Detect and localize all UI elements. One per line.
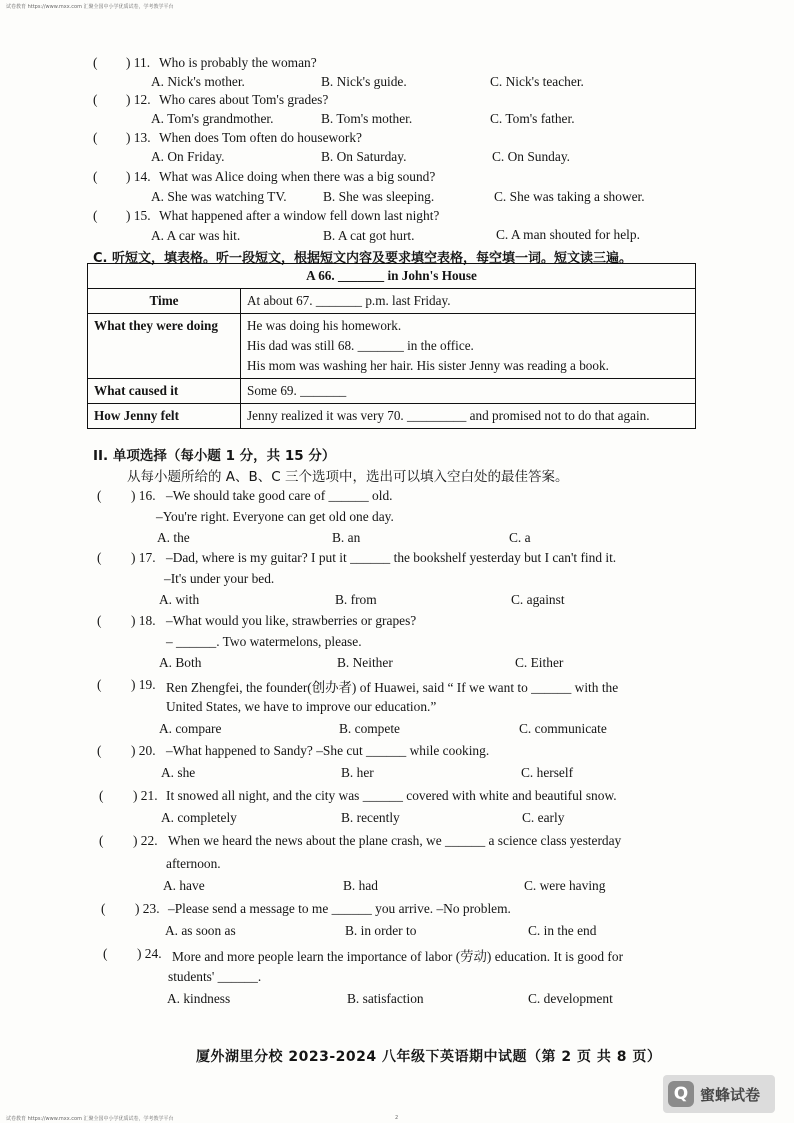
option-b: B. recently	[341, 810, 400, 825]
row-content	[241, 314, 696, 379]
question-line: students' ______.	[168, 969, 262, 984]
option-b: B. had	[343, 878, 378, 893]
question-line: When we heard the news about the plane crash, we ______ a science class yesterday	[168, 833, 622, 848]
answer-bracket: (	[93, 169, 98, 184]
option-c: C. A man shouted for help.	[496, 227, 640, 242]
option-b: B. Neither	[337, 655, 393, 670]
answer-bracket: (	[103, 946, 108, 961]
question-number: ) 15.	[126, 208, 151, 223]
option-c: C. herself	[521, 765, 574, 780]
answer-bracket: (	[97, 488, 102, 503]
question-stem: Who cares about Tom's grades?	[159, 92, 329, 107]
table-row	[88, 314, 696, 379]
table-row	[88, 289, 696, 314]
brand-logo	[663, 1075, 775, 1113]
option-b: B. an	[332, 530, 361, 545]
question-line: More and more people learn the importance of labor (劳动) education. It is good for	[172, 949, 624, 964]
option-a: A. On Friday.	[151, 149, 225, 164]
option-a: A. as soon as	[165, 923, 236, 938]
table-row	[88, 379, 696, 404]
option-a: A. She was watching TV.	[151, 189, 287, 204]
option-c: C. On Sunday.	[492, 149, 570, 164]
option-c: C. early	[522, 810, 565, 825]
option-c: C. Nick's teacher.	[490, 74, 584, 89]
row-content	[241, 289, 696, 314]
question-line: afternoon.	[166, 856, 221, 871]
answer-bracket: (	[93, 130, 98, 145]
table-line: He was doing his homework.	[247, 318, 402, 333]
option-c: C. She was taking a shower.	[494, 189, 645, 204]
answer-bracket: (	[99, 833, 104, 848]
option-b: B. She was sleeping.	[323, 189, 435, 204]
question-stem: Who is probably the woman?	[159, 55, 317, 70]
option-c: C. Tom's father.	[490, 111, 575, 126]
option-b: B. her	[341, 765, 374, 780]
question-number: ) 19.	[131, 677, 156, 692]
answer-bracket: (	[101, 901, 106, 916]
section-c-title: C. 听短文，填表格。听一段短文，根据短文内容及要求填空表格，每空填一词。短文读三遍。	[93, 251, 633, 266]
question-line: –What happened to Sandy? –She cut ______ while cooking.	[166, 743, 490, 758]
header-watermark: 试卷教育 https://www.mxx.com 汇聚全国中小学优质试卷，学考教学平台	[6, 4, 174, 10]
option-b: B. compete	[339, 721, 400, 736]
row-label: What they were doing	[88, 314, 241, 379]
question-line: –We should take good care of ______ old.	[166, 488, 393, 503]
option-b: B. Nick's guide.	[321, 74, 407, 89]
answer-bracket: (	[99, 788, 104, 803]
row-label: What caused it	[88, 379, 241, 404]
row-content	[241, 379, 696, 404]
row-label: How Jenny felt	[88, 404, 241, 429]
option-a: A. kindness	[167, 991, 231, 1006]
option-c: C. a	[509, 530, 531, 545]
option-b: B. satisfaction	[347, 991, 424, 1006]
question-number: ) 12.	[126, 92, 151, 107]
question-number: ) 18.	[131, 613, 156, 628]
option-c: C. communicate	[519, 721, 607, 736]
option-a: A. have	[163, 878, 205, 893]
table-row	[88, 404, 696, 429]
logo-icon: Q	[668, 1081, 694, 1107]
question-number: ) 14.	[126, 169, 151, 184]
option-a: A. the	[157, 530, 190, 545]
question-line: Ren Zhengfei, the founder(创办者) of Huawei, said “ If we want to ______ with the	[166, 680, 619, 695]
question-line: –Dad, where is my guitar? I put it ______ the bookshelf yesterday but I can't find it.	[166, 550, 617, 565]
question-line: –It's under your bed.	[164, 571, 275, 586]
row-label: Time	[88, 289, 241, 314]
option-a: A. compare	[159, 721, 222, 736]
listening-form-table	[87, 263, 696, 429]
question-line: –Please send a message to me ______ you arrive. –No problem.	[168, 901, 511, 916]
option-c: C. Either	[515, 655, 564, 670]
answer-bracket: (	[97, 613, 102, 628]
question-number: ) 13.	[126, 130, 151, 145]
section-ii-instruction: 从每小题所给的 A、B、C 三个选项中，选出可以填入空白处的最佳答案。	[127, 469, 569, 485]
option-c: C. were having	[524, 878, 606, 893]
question-number: ) 22.	[133, 833, 158, 848]
option-a: A. Tom's grandmother.	[151, 111, 274, 126]
question-stem: When does Tom often do housework?	[159, 130, 362, 145]
option-b: B. in order to	[345, 923, 417, 938]
question-line: –What would you like, strawberries or grapes?	[166, 613, 417, 628]
question-number: ) 21.	[133, 788, 158, 803]
question-number: ) 17.	[131, 550, 156, 565]
question-number: ) 11.	[126, 55, 151, 70]
option-c: C. in the end	[528, 923, 597, 938]
question-stem: What was Alice doing when there was a big sound?	[159, 169, 436, 184]
option-b: B. On Saturday.	[321, 149, 407, 164]
option-a: A. A car was hit.	[151, 228, 241, 243]
answer-bracket: (	[97, 677, 102, 692]
table-line: At about 67. _______ p.m. last Friday.	[247, 293, 451, 308]
row-content	[241, 404, 696, 429]
logo-text: 蜜蜂试卷	[700, 1085, 761, 1104]
page-mark: 2	[395, 1115, 399, 1121]
option-a: A. Nick's mother.	[151, 74, 245, 89]
question-line: – ______. Two watermelons, please.	[166, 634, 362, 649]
question-stem: What happened after a window fell down last night?	[159, 208, 440, 223]
option-c: C. development	[528, 991, 613, 1006]
option-a: A. with	[159, 592, 200, 607]
page-footer-title: 厦外湖里分校 2023-2024 八年级下英语期中试题（第 2 页 共 8 页）	[196, 1049, 662, 1065]
answer-bracket: (	[93, 55, 98, 70]
question-line: United States, we have to improve our education.”	[166, 699, 437, 714]
section-ii-title: II. 单项选择（每小题 1 分，共 15 分）	[93, 448, 336, 464]
table-line: Jenny realized it was very 70. _________ and promised not to do that again.	[247, 408, 650, 423]
option-a: A. completely	[161, 810, 237, 825]
footer-watermark: 试卷教育 https://www.mxx.com 汇聚全国中小学优质试卷，学考教学平台	[6, 1116, 174, 1122]
question-line: –You're right. Everyone can get old one day.	[156, 509, 394, 524]
option-a: A. she	[161, 765, 196, 780]
question-line: It snowed all night, and the city was ______ covered with white and beautiful snow.	[166, 788, 617, 803]
option-b: B. A cat got hurt.	[323, 228, 415, 243]
question-number: ) 24.	[137, 946, 162, 961]
answer-bracket: (	[97, 550, 102, 565]
question-number: ) 20.	[131, 743, 156, 758]
option-c: C. against	[511, 592, 565, 607]
option-b: B. Tom's mother.	[321, 111, 413, 126]
table-line: Some 69. _______	[247, 383, 347, 398]
table-title: A 66. _______ in John's House	[88, 264, 696, 289]
table-line: His dad was still 68. _______ in the office.	[247, 338, 474, 353]
option-b: B. from	[335, 592, 377, 607]
question-number: ) 23.	[135, 901, 160, 916]
answer-bracket: (	[93, 208, 98, 223]
answer-bracket: (	[97, 743, 102, 758]
option-a: A. Both	[159, 655, 202, 670]
answer-bracket: (	[93, 92, 98, 107]
table-line: His mom was washing her hair. His sister Jenny was reading a book.	[247, 358, 609, 373]
question-number: ) 16.	[131, 488, 156, 503]
